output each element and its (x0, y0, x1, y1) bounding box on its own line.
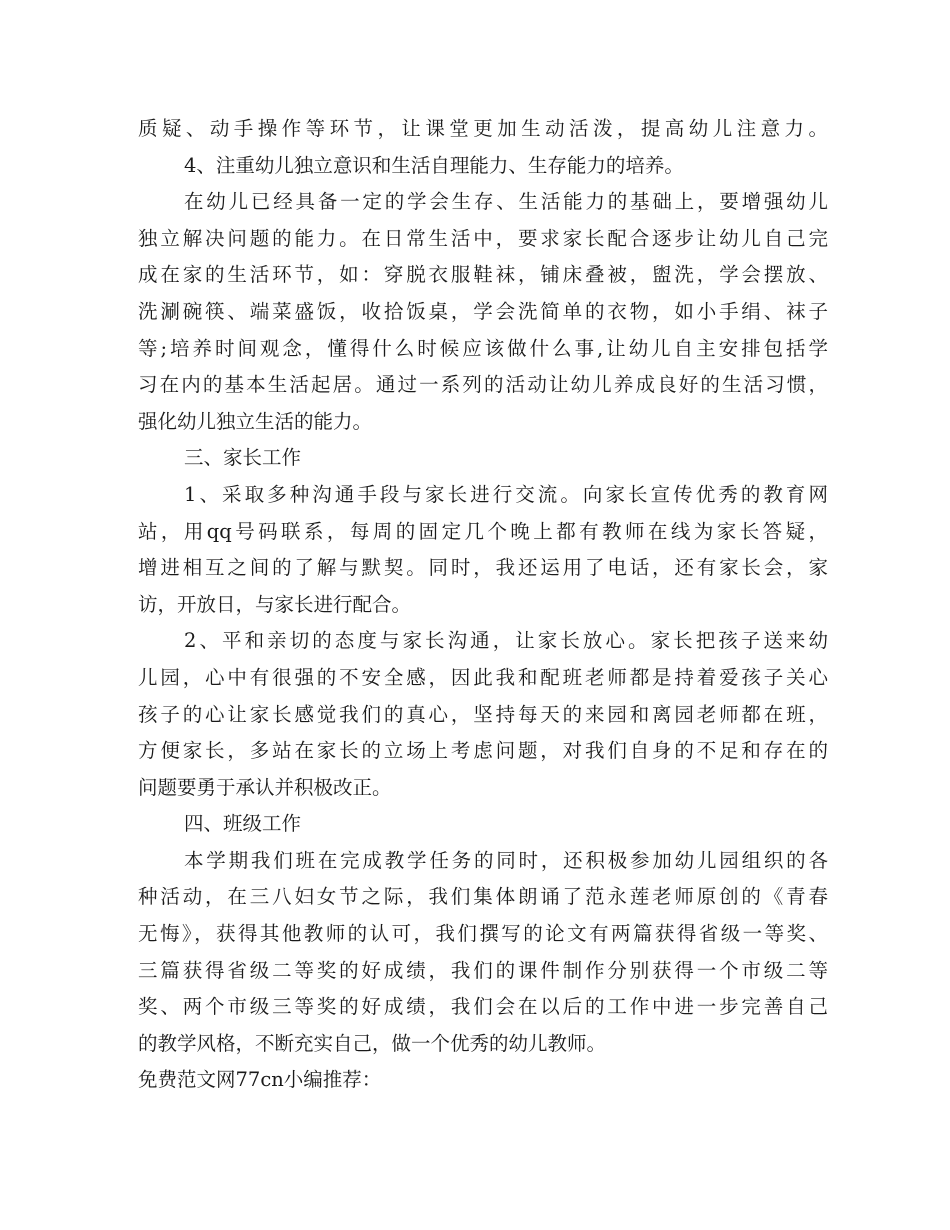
paragraph-line: 洗涮碗筷、端菜盛饭，收拾饭桌，学会洗简单的衣物，如小手绢、袜子 (138, 299, 828, 323)
paragraph-line: 站，用qq号码联系，每周的固定几个晚上都有教师在线为家长答疑， (138, 519, 828, 543)
paragraph-line: 访，开放日，与家长进行配合。 (138, 592, 412, 616)
recommendation-line: 免费范文网77cn小编推荐： (138, 1068, 382, 1092)
paragraph-line: 本学期我们班在完成教学任务的同时，还积极参加幼儿园组织的各 (184, 848, 828, 872)
section-subheading: 4、注重幼儿独立意识和生活自理能力、生存能力的培养。 (184, 153, 684, 177)
paragraph-line: 等;培养时间观念，懂得什么时候应该做什么事,让幼儿自主安排包括学 (138, 336, 828, 360)
document-body (138, 111, 828, 1099)
section-heading: 四、班级工作 (184, 812, 302, 836)
paragraph-line: 1、采取多种沟通手段与家长进行交流。向家长宣传优秀的教育网 (184, 482, 828, 506)
paragraph-line: 质疑、动手操作等环节，让课堂更加生动活泼，提高幼儿注意力。 (138, 117, 828, 140)
paragraph-line: 种活动，在三八妇女节之际，我们集体朗诵了范永莲老师原创的《青春 (138, 885, 828, 909)
paragraph-line: 独立解决问题的能力。在日常生活中，要求家长配合逐步让幼儿自己完 (138, 226, 828, 250)
paragraph-line: 三篇获得省级二等奖的好成绩，我们的课件制作分别获得一个市级二等 (138, 958, 828, 982)
paragraph-line: 儿园，心中有很强的不安全感，因此我和配班老师都是持着爱孩子关心 (138, 665, 828, 689)
paragraph-line: 在幼儿已经具备一定的学会生存、生活能力的基础上，要增强幼儿 (184, 190, 828, 214)
paragraph-line: 无悔》，获得其他教师的认可，我们撰写的论文有两篇获得省级一等奖、 (138, 922, 828, 946)
paragraph-line: 方便家长，多站在家长的立场上考虑问题，对我们自身的不足和存在的 (138, 739, 828, 763)
paragraph-line: 增进相互之间的了解与默契。同时，我还运用了电话，还有家长会，家 (138, 556, 828, 580)
paragraph-line: 习在内的基本生活起居。通过一系列的活动让幼儿养成良好的生活习惯， (138, 373, 828, 397)
paragraph-line: 奖、两个市级三等奖的好成绩，我们会在以后的工作中进一步完善自己 (138, 995, 828, 1019)
paragraph-line: 成在家的生活环节，如：穿脱衣服鞋袜，铺床叠被，盥洗，学会摆放、 (138, 263, 828, 287)
paragraph-line: 问题要勇于承认并积极改正。 (138, 775, 392, 799)
paragraph-line: 的教学风格，不断充实自己，做一个优秀的幼儿教师。 (138, 1031, 607, 1055)
paragraph-line: 2、平和亲切的态度与家长沟通，让家长放心。家长把孩子送来幼 (184, 629, 828, 653)
paragraph-line: 孩子的心让家长感觉我们的真心，坚持每天的来园和离园老师都在班， (138, 702, 828, 726)
section-heading: 三、家长工作 (184, 446, 302, 470)
paragraph-line: 强化幼儿独立生活的能力。 (138, 409, 373, 433)
